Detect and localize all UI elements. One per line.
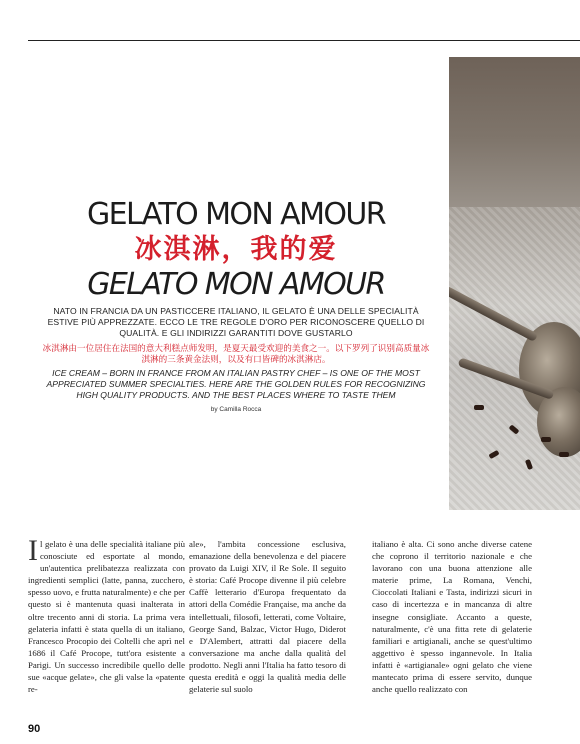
page-number: 90: [28, 723, 41, 735]
lead-italian: NATO IN FRANCIA DA UN PASTICCERE ITALIANO, IL GELATO È UNA DELLE SPECIALITÀ ESTIVE PIÙ APPREZZATE. ECCO LE TRE REGOLE D'ORO PER RICONOSCERE QUELLO DI QUALITÀ. E GLI INDIRIZZI GARANTITI DOVE GUSTARLO: [47, 306, 425, 338]
title-english: GELATO MON AMOUR: [87, 267, 385, 302]
gelato-photo: [449, 57, 580, 510]
top-rule: [28, 40, 580, 41]
title-block: [40, 198, 432, 302]
lead-chinese: 冰淇淋由一位居住在法国的意大利糕点师发明，是夏天最受欢迎的美食之一。以下罗列了识别高质量冰淇淋的三条黄金法则，以及有口皆碑的冰淇淋店。: [42, 343, 430, 364]
body-column-1: [28, 534, 185, 695]
body-column-3: italiano è alta. Ci sono anche diverse catene che coprono il territorio nazionale e che lavorano con una buona attenzione alle materie prime, La Romana, Venchi, Cioccolati Italiani e Tasta, indirizzi sicuri in caso di incertezza e in mancanza di altre insegne consigliate. Accanto a queste, naturalmente, c'è una fitta rete di gelaterie familiari e artigianali, anche se quest'ultimo aggettivo è spesso ingannevole. In Italia infatti è «artigianale» ogni gelato che viene mantecato prima di essere servito, dunque anche quello realizzato con: [372, 539, 532, 695]
chocolate-shaving: [541, 437, 551, 442]
chocolate-shaving: [474, 405, 484, 410]
byline: by Camilla Rocca: [210, 406, 262, 413]
body-column-2: ale», l'ambita concessione esclusiva, emanazione della benevolenza e del piacere provato da Luigi XIV, il Re Sole. Il seguito è storia: Café Procope divenne il più celebre Caffè letterario d'Europa frequentato da attori della Comédie Française, ma anche da intellettuali, filosofi, letterati, come Voltaire, George Sand, Balzac, Victor Hugo, Diderot e D'Alembert, attratti dal piacere della conversazione ma anche dalla qualità del prodotto. Negli anni l'Italia ha fatto tesoro di questa eredità e oggi la qualità media delle gelaterie sul suolo: [189, 539, 346, 695]
drop-cap: I: [28, 534, 38, 567]
title-chinese: 冰淇淋，我的爱: [134, 234, 338, 265]
lead-english: ICE CREAM – BORN IN FRANCE FROM AN ITALIAN PASTRY CHEF – IS ONE OF THE MOST APPRECIATED SUMMER SPECIALTIES. HERE ARE THE GOLDEN RULES FOR RECOGNIZING HIGH QUALITY PRODUCTS. AND THE BEST PLACES WHERE TO TASTE THEM: [46, 368, 426, 400]
chocolate-shaving: [559, 452, 569, 457]
title-italian: GELATO MON AMOUR: [87, 197, 385, 232]
body-column-1-text: l gelato è una delle specialità italiane più conosciute ed esportate al mondo, un'autentica prelibatezza realizzata con ingredienti semplici (latte, panna, zucchero, spesso uovo, e frutta naturalmente) e che per questo si è mantenuta quasi inalterata in oltre trecento anni di storia. La prima vera gelateria infatti è stata quella di un italiano, Francesco Procopio dei Coltelli che aprì nel 1686 il Café Procope, tutt'ora esistente a Parigi. Un successo incredibile quello delle sue «acque gelate», che gli valse la «patente re-: [28, 539, 185, 695]
